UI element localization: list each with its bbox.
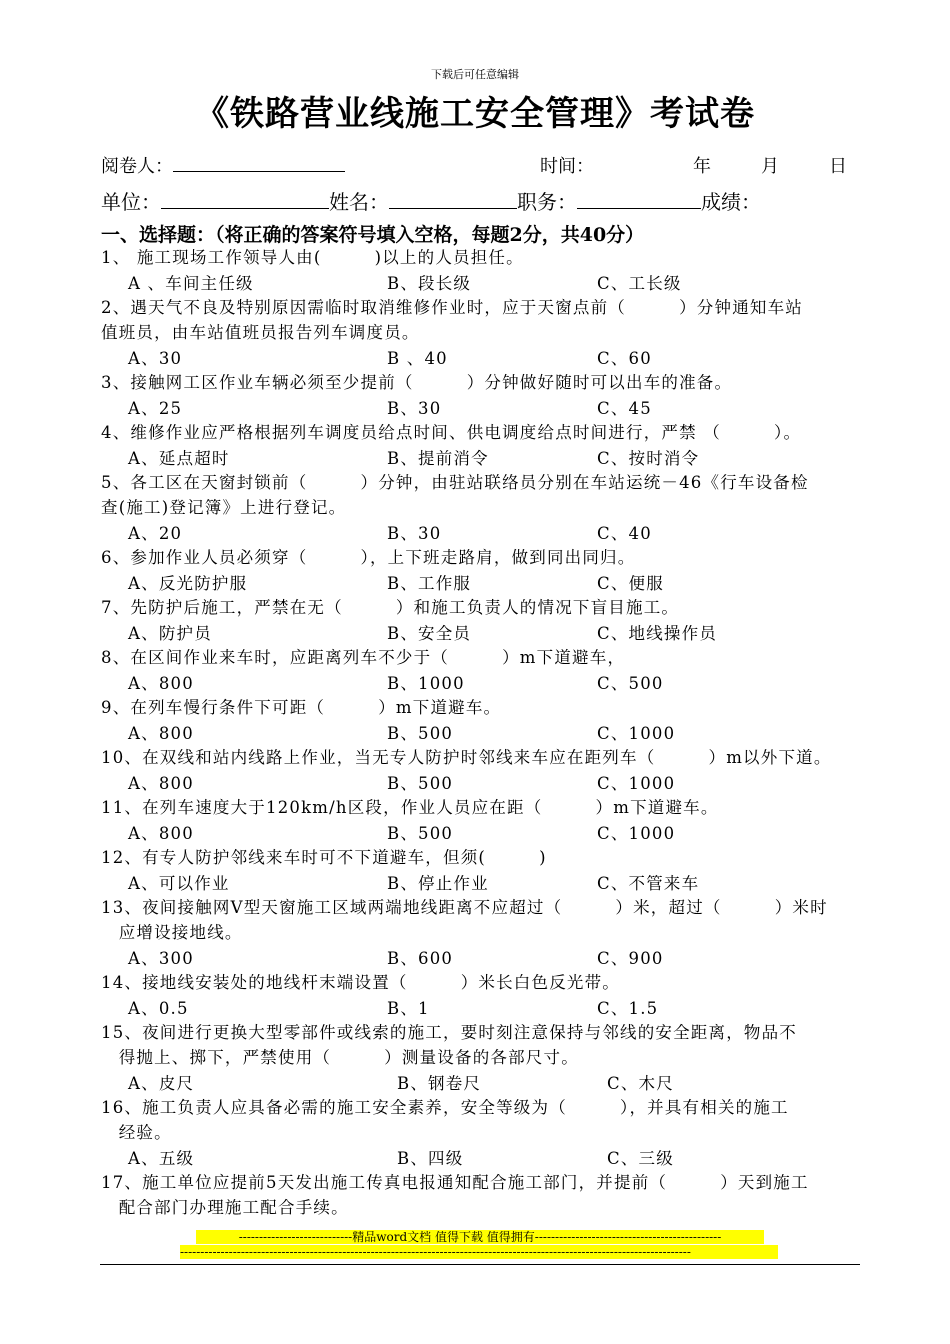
- question-5-line-2: 查(施工)登记簿》上进行登记。: [101, 498, 347, 517]
- question-12-option-a[interactable]: A、可以作业: [128, 874, 230, 893]
- question-5-option-b[interactable]: B、30: [387, 524, 442, 543]
- question-7-option-b[interactable]: B、安全员: [387, 624, 472, 643]
- question-15-line-1: 15、夜间进行更换大型零部件或线索的施工，要时刻注意保持与邻线的安全距离，物品不: [101, 1023, 797, 1042]
- month-label: 月: [761, 156, 779, 177]
- score-label: 成绩：: [701, 190, 761, 214]
- question-13-option-c[interactable]: C、900: [597, 949, 664, 968]
- reviewer-field: [101, 152, 345, 178]
- question-4-option-c[interactable]: C、按时消令: [597, 449, 700, 468]
- question-13-line-1: 13、夜间接触网Ⅴ型天窗施工区域两端地线距离不应超过（ ）米，超过（ ）米时: [101, 898, 828, 917]
- question-8-line-1: 8、在区间作业来车时，应距离列车不少于（ ）m下道避车，: [101, 648, 626, 667]
- question-3-option-b[interactable]: B、30: [387, 399, 442, 418]
- question-7-line-1: 7、先防护后施工，严禁在无（ ）和施工负责人的情况下盲目施工。: [101, 598, 680, 617]
- question-5-option-c[interactable]: C、40: [597, 524, 652, 543]
- day-label: 日: [829, 156, 847, 177]
- question-17-line-1: 17、施工单位应提前5天发出施工传真电报通知配合施工部门，并提前（ ）天到施工: [101, 1173, 809, 1192]
- question-6-option-b[interactable]: B、工作服: [387, 574, 472, 593]
- question-14-option-c[interactable]: C、1.5: [597, 999, 659, 1018]
- question-1-option-b[interactable]: B、段长级: [387, 274, 472, 293]
- question-4-option-a[interactable]: A、延点超时: [128, 449, 230, 468]
- question-2-option-c[interactable]: C、60: [597, 349, 652, 368]
- question-15-line-2: 得抛上、掷下，严禁使用（ ）测量设备的各部尺寸。: [101, 1048, 579, 1067]
- question-15-option-b[interactable]: B、钢卷尺: [397, 1074, 482, 1093]
- question-14-option-b[interactable]: B、1: [387, 999, 430, 1018]
- question-1-option-c[interactable]: C、工长级: [597, 274, 682, 293]
- question-2-option-a[interactable]: A、30: [128, 349, 183, 368]
- question-9-option-a[interactable]: A、800: [128, 724, 194, 743]
- question-9-option-b[interactable]: B、500: [387, 724, 454, 743]
- question-13-line-2: 应增设接地线。: [101, 923, 243, 942]
- question-17-line-2: 配合部门办理施工配合手续。: [101, 1198, 349, 1217]
- question-10-line-1: 10、在双线和站内线路上作业，当无专人防护时邻线来车应在距列车（ ）m以外下道。: [101, 748, 832, 767]
- position-blank[interactable]: [577, 190, 701, 209]
- question-8-option-c[interactable]: C、500: [597, 674, 664, 693]
- page-title: 《铁路营业线施工安全管理》考试卷: [195, 94, 755, 134]
- info-row: [101, 186, 761, 215]
- question-1-line-1: 1、 施工现场工作领导人由( )以上的人员担任。: [101, 248, 524, 267]
- position-label: 职务：: [517, 190, 577, 214]
- question-4-line-1: 4、维修作业应严格根据列车调度员给点时间、供电调度给点时间进行，严禁 （ ）。: [101, 423, 802, 442]
- question-16-line-2: 经验。: [101, 1123, 172, 1142]
- footer-banner-2: ------------------------------------------------------------------------------------------------------------------------------: [180, 1245, 778, 1259]
- question-15-option-c[interactable]: C、木尺: [607, 1074, 674, 1093]
- question-12-option-b[interactable]: B、停止作业: [387, 874, 489, 893]
- question-3-option-c[interactable]: C、45: [597, 399, 652, 418]
- question-16-option-c[interactable]: C、三级: [607, 1149, 674, 1168]
- question-2-line-1: 2、遇天气不良及特别原因需临时取消维修作业时，应于天窗点前（ ）分钟通知车站: [101, 298, 803, 317]
- name-blank[interactable]: [389, 190, 517, 209]
- question-10-option-c[interactable]: C、1000: [597, 774, 676, 793]
- question-7-option-c[interactable]: C、地线操作员: [597, 624, 718, 643]
- question-13-option-b[interactable]: B、600: [387, 949, 454, 968]
- question-14-line-1: 14、接地线安装处的地线杆末端设置（ ）米长白色反光带。: [101, 973, 620, 992]
- question-7-option-a[interactable]: A、防护员: [128, 624, 212, 643]
- question-11-option-c[interactable]: C、1000: [597, 824, 676, 843]
- question-16-option-b[interactable]: B、四级: [397, 1149, 464, 1168]
- question-9-option-c[interactable]: C、1000: [597, 724, 676, 743]
- question-2-option-b[interactable]: B 、40: [387, 349, 448, 368]
- question-5-option-a[interactable]: A、20: [128, 524, 183, 543]
- question-12-line-1: 12、有专人防护邻线来车时可不下道避车，但须( ): [101, 848, 547, 867]
- question-11-option-a[interactable]: A、800: [128, 824, 194, 843]
- reviewer-label: 阅卷人：: [101, 156, 173, 177]
- question-12-option-c[interactable]: C、不管来车: [597, 874, 700, 893]
- question-11-option-b[interactable]: B、500: [387, 824, 454, 843]
- question-16-option-a[interactable]: A、五级: [128, 1149, 195, 1168]
- question-15-option-a[interactable]: A、皮尺: [128, 1074, 195, 1093]
- footer-banner-1: ----------------------------精品word文档 值得下载 值得拥有----------------------------------------------: [196, 1230, 764, 1244]
- question-1-option-a[interactable]: A 、车间主任级: [128, 274, 254, 293]
- question-6-option-c[interactable]: C、便服: [597, 574, 664, 593]
- question-11-line-1: 11、在列车速度大于120km/h区段，作业人员应在距（ ）m下道避车。: [101, 798, 719, 817]
- question-10-option-a[interactable]: A、800: [128, 774, 194, 793]
- question-16-line-1: 16、施工负责人应具备必需的施工安全素养，安全等级为（ ），并具有相关的施工: [101, 1098, 789, 1117]
- name-label: 姓名：: [329, 190, 389, 214]
- footer-divider: [100, 1264, 860, 1265]
- question-13-option-a[interactable]: A、300: [128, 949, 194, 968]
- question-3-line-1: 3、接触网工区作业车辆必须至少提前（ ）分钟做好随时可以出车的准备。: [101, 373, 733, 392]
- question-9-line-1: 9、在列车慢行条件下可距（ ）m下道避车。: [101, 698, 502, 717]
- section-title: 一、选择题：（将正确的答案符号填入空格，每题2分，共40分）: [101, 224, 645, 246]
- unit-blank[interactable]: [161, 190, 329, 209]
- unit-label: 单位：: [101, 190, 161, 214]
- question-4-option-b[interactable]: B、提前消令: [387, 449, 489, 468]
- question-8-option-a[interactable]: A、800: [128, 674, 194, 693]
- time-label: 时间：: [540, 156, 594, 177]
- reviewer-blank[interactable]: [173, 153, 345, 172]
- question-3-option-a[interactable]: A、25: [128, 399, 183, 418]
- question-14-option-a[interactable]: A、0.5: [128, 999, 189, 1018]
- question-6-option-a[interactable]: A、反光防护服: [128, 574, 248, 593]
- question-10-option-b[interactable]: B、500: [387, 774, 454, 793]
- question-2-line-2: 值班员，由车站值班员报告列车调度员。: [101, 323, 420, 342]
- question-5-line-1: 5、各工区在天窗封锁前（ ）分钟，由驻站联络员分别在车站运统－46《行车设备检: [101, 473, 809, 492]
- question-8-option-b[interactable]: B、1000: [387, 674, 465, 693]
- header-note: 下载后可任意编辑: [431, 68, 519, 81]
- question-6-line-1: 6、参加作业人员必须穿（ ），上下班走路肩，做到同出同归。: [101, 548, 636, 567]
- year-label: 年: [693, 156, 711, 177]
